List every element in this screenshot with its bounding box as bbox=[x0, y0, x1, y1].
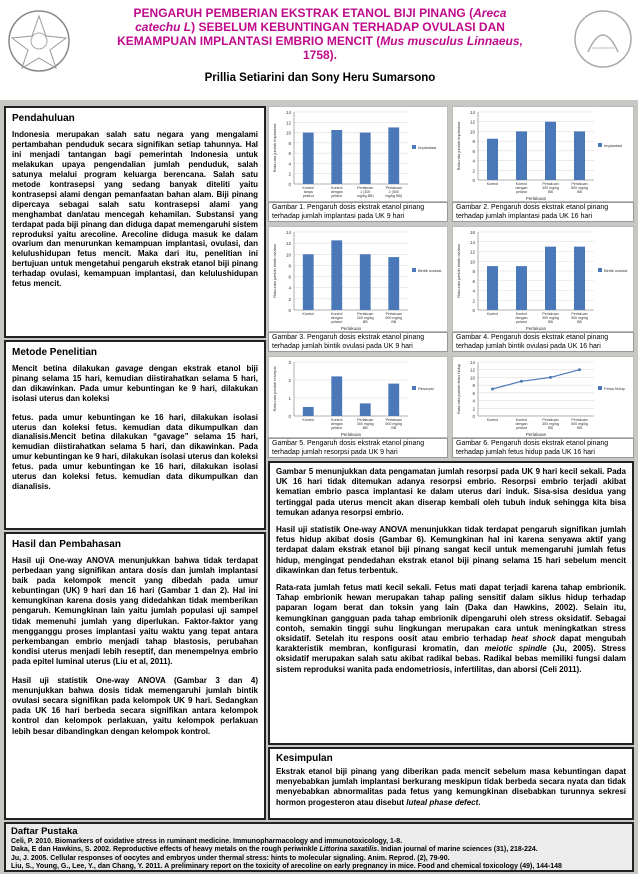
section-title: Metode Penelitian bbox=[12, 347, 98, 358]
y-tick-label: 12 bbox=[469, 249, 475, 255]
y-tick-label: 10 bbox=[285, 252, 291, 258]
x-tick-label: Kontrol dengan pelarut bbox=[330, 312, 343, 324]
section-pendahuluan bbox=[4, 106, 266, 338]
y-tick-label: 6 bbox=[288, 274, 291, 280]
figure-caption: Gambar 5. Pengaruh dosis ekstrak etanol pinang terhadap jumlah resorpsi pada UK 9 hari bbox=[268, 438, 448, 458]
y-axis-label: Rata-rata jumlah resorpsi bbox=[272, 366, 277, 412]
bar bbox=[388, 384, 399, 416]
y-tick-label: 10 bbox=[469, 375, 475, 381]
y-tick-label: 14 bbox=[469, 110, 475, 115]
university-logo-left bbox=[6, 8, 72, 74]
discussion-paragraph: Hasil uji statistik One-way ANOVA menunjukkan tidak terdapat pengaruh signifikan jumlah fetus hidup akibat dosis (Gambar 6). Kemungkinan hal ini karena senyawa aktif yang terdapat dalam ekstrak etanol biji pinang sangat kecil untuk memengaruhi jumlah fetus hidup, mengingat pendedahan ekstrak etanol biji pinang selama 15 hari sebelum mencit dikawinkan dan fetus terbentuk. bbox=[276, 525, 626, 575]
figure-2 bbox=[452, 106, 634, 202]
legend-label: Bintik ovulasi bbox=[418, 268, 442, 273]
x-tick-label: Perlakuan 300 mg/kg BB bbox=[542, 182, 559, 194]
y-tick-label: 12 bbox=[285, 120, 291, 126]
y-tick-label: 4 bbox=[288, 161, 291, 167]
y-tick-label: 0 bbox=[472, 178, 475, 183]
legend-label: Implantasi bbox=[604, 143, 623, 148]
y-tick-label: 6 bbox=[472, 390, 475, 396]
x-tick-label: Perlakuan 300 mg/kg BB bbox=[542, 418, 559, 430]
y-tick-label: 12 bbox=[469, 367, 475, 373]
chart-3 bbox=[268, 226, 448, 332]
bar bbox=[516, 266, 527, 310]
chart-2 bbox=[452, 106, 634, 202]
y-axis-label: Rata-rata jumlah bintik ovulasi bbox=[456, 244, 461, 298]
y-tick-label: 0 bbox=[472, 308, 475, 313]
bar bbox=[545, 247, 556, 310]
bar bbox=[487, 266, 498, 310]
section-title: Daftar Pustaka bbox=[11, 826, 78, 837]
conclusion-text: Ekstrak etanol biji pinang yang diberikan pada mencit sebelum masa kebuntingan dapat menyebabkan jumlah implantasi berkurang meskipun tidak berbeda secara nyata dan tidak menyebabkan abnormalitas pada fetus yang kemungkinan disebabkan turunnya sekresi hormon progesteron atau disebut luteal phase defect. bbox=[276, 767, 626, 807]
y-tick-label: 2 bbox=[288, 296, 291, 302]
y-tick-label: 2 bbox=[288, 171, 291, 177]
data-point bbox=[549, 376, 552, 379]
bar bbox=[303, 133, 314, 184]
x-tick-label: Perlakuan 500 mg/kg BB bbox=[571, 182, 588, 194]
x-axis-label: Perlakuan bbox=[340, 432, 362, 437]
figure-5 bbox=[268, 356, 448, 438]
y-tick-label: 1 bbox=[288, 396, 291, 401]
legend-label: Resorpsi bbox=[418, 386, 434, 391]
bar bbox=[360, 254, 371, 310]
legend-label: Implantasi bbox=[418, 145, 437, 150]
chart-1 bbox=[268, 106, 448, 202]
x-tick-label: Kontrol tanpa pelarut bbox=[302, 186, 314, 198]
y-tick-label: 4 bbox=[472, 288, 475, 294]
figure-caption: Gambar 6. Pengaruh dosis ekstrak etanol pinang terhadap jumlah fetus hidup pada UK 16 hari bbox=[452, 438, 634, 458]
y-tick-label: 16 bbox=[469, 230, 475, 235]
section-title: Kesimpulan bbox=[276, 753, 333, 764]
legend-label: Bintik ovulasi bbox=[604, 268, 628, 273]
y-tick-label: 8 bbox=[472, 269, 475, 274]
bar bbox=[545, 122, 556, 180]
chart-5 bbox=[268, 356, 448, 438]
x-tick-label: Kontrol dengan pelarut bbox=[330, 418, 343, 430]
y-tick-label: 14 bbox=[469, 239, 475, 245]
x-tick-label: Kontrol dengan pelarut bbox=[515, 418, 528, 430]
bar bbox=[388, 257, 399, 310]
section-pustaka bbox=[4, 822, 634, 872]
section-title: Pendahuluan bbox=[12, 113, 75, 124]
figure-caption: Gambar 4. Pengaruh dosis ekstrak etanol pinang terhadap jumlah bintik ovulasi pada UK 16 hari bbox=[452, 332, 634, 352]
y-tick-label: 6 bbox=[472, 278, 475, 284]
chart-6 bbox=[452, 356, 634, 438]
legend-swatch bbox=[412, 268, 416, 272]
y-tick-label: 2 bbox=[472, 168, 475, 174]
bar bbox=[303, 254, 314, 310]
x-tick-label: Perlakuan 2 (500 mg/kg BB) bbox=[385, 186, 403, 198]
bar bbox=[331, 240, 342, 310]
y-tick-label: 10 bbox=[469, 129, 475, 135]
x-tick-label: Kontrol dengan pelarut bbox=[330, 186, 343, 198]
x-axis-label: Perlakuan bbox=[340, 326, 362, 331]
x-tick-label: Perlakuan 500 mg/kg BB bbox=[571, 418, 588, 430]
x-tick-label: Perlakuan 500 mg/kg BB bbox=[385, 418, 403, 430]
y-tick-label: 10 bbox=[285, 130, 291, 136]
poster-header bbox=[0, 0, 638, 100]
y-tick-label: 4 bbox=[472, 398, 475, 404]
x-tick-label: Perlakuan 300 mg/kg BB bbox=[356, 418, 374, 430]
section-text: Mencit betina dilakukan gavage dengan ekstrak etanol biji pinang selama 15 hari, kemudian diistirahatkan selama 5 hari, dan dikawinkan. Pada umur kebuntingan ke 9 hari, dilakukan isolasi uterus dan koleksi bbox=[12, 364, 258, 403]
y-tick-label: 14 bbox=[469, 360, 475, 365]
y-tick-label: 12 bbox=[285, 241, 291, 247]
x-tick-label: Kontrol dengan pelarut bbox=[515, 182, 528, 194]
figure-caption: Gambar 2. Pengaruh dosis ekstrak etanol pinang terhadap jumlah implantasi pada UK 16 hari bbox=[452, 202, 634, 222]
section-text: Indonesia merupakan salah satu negara yang mengalami pertambahan penduduk secara signifikan setiap tahunnya. Hal ini menjadi tantangan bagi pemerintah Indonesia untuk melakukan upaya pengendalian jumlah penduduk, salah satunya melalui program keluarga berencana. Salah satu metode kontrasepsi yang sedang banyak diteliti yaitu kontrasepsi alami dengan pemanfaatan bahan alam. Biji pinang dipercaya sebagai salah satu kontrasepsi alami yang menghambat dan/atau mencegah kehamilan. Substansi yang terdapat pada biji pinang dan diduga dapat memengaruhi sistem reproduksi yaitu arecoline. Arecoline diduga masuk ke dalam ovarium dan menurunkan kemampuan implantasi, ovulasi, dan kelulushidupan fetus mencit. Maka dari itu, penelitian ini bertujuan untuk mengetahui pengaruh ekstrak etanol biji pinang terhadap ovulasi, kemampuan implantasi, dan kelulushidupan fetus mencit. bbox=[12, 130, 258, 289]
x-tick-label: Kontrol bbox=[302, 312, 314, 316]
section-kesimpulan bbox=[268, 747, 634, 820]
bar bbox=[331, 130, 342, 184]
x-axis-label: Perlakuan bbox=[525, 196, 547, 201]
data-point bbox=[520, 380, 523, 383]
bar bbox=[574, 131, 585, 180]
reference-item: Liu, S., Young, G., Lee, Y., dan Chang, Y. 2011. A preliminary report on the toxicity of arecoline on early pregnancy in mice. Food and chemical toxicology (49), 144-148 bbox=[11, 862, 562, 870]
y-tick-label: 14 bbox=[285, 110, 291, 115]
y-tick-label: 12 bbox=[469, 119, 475, 125]
section-text: Hasil uji One-way ANOVA menunjukkan bahwa tidak terdapat perbedaan yang signifikan antara dosis dan jumlah implantasi baik pada kelompok mencit yang dibedah pada umur kebuntingan (UK) 9 hari dan 16 hari (Gambar 1 dan 2). Hal ini kemungkinan karena dosis yang didedahkan tidak memberikan pengaruh. Kemungkinan lain yaitu jumlah populasi uji sampel tidak memenuhi jumlah yang diperlukan. Faktor-faktor yang mengganggu proses implantasi yaitu waktu yang tepat antara perkembangan embrio menjadi tahap blastosis, perubahan kondisi uterus menjadi lebih reseptif, dan menempelnya embrio pada epitel luminal uterus (Liu et al, 2011). bbox=[12, 556, 258, 666]
y-tick-label: 0 bbox=[472, 414, 475, 419]
x-tick-label: Kontrol bbox=[486, 418, 499, 422]
legend-swatch bbox=[598, 386, 602, 390]
figure-caption: Gambar 1. Pengaruh dosis ekstrak etanol pinang terhadap jumlah implantasi pada UK 9 hari bbox=[268, 202, 448, 222]
legend-swatch bbox=[412, 386, 416, 390]
bar bbox=[360, 133, 371, 184]
x-axis-label: Perlakuan bbox=[525, 326, 547, 331]
x-tick-label: Kontrol bbox=[486, 182, 499, 186]
reference-item: Celi, P. 2010. Biomarkers of oxidative stress in ruminant medicine. Immunopharmacology and immunotoxicology, 1-8. bbox=[11, 838, 403, 845]
y-tick-label: 10 bbox=[469, 259, 475, 265]
data-point bbox=[491, 388, 494, 391]
legend-swatch bbox=[598, 143, 602, 147]
figure-caption: Gambar 3. Pengaruh dosis ekstrak etanol pinang terhadap jumlah bintik ovulasi pada UK 9 hari bbox=[268, 332, 448, 352]
program-logo-right bbox=[572, 8, 634, 70]
y-tick-label: 8 bbox=[288, 140, 291, 146]
x-tick-label: Perlakuan 1 (300 mg/kg BB) bbox=[356, 186, 374, 198]
y-tick-label: 2 bbox=[288, 378, 291, 383]
x-tick-label: Kontrol dengan pelarut bbox=[515, 312, 528, 324]
y-tick-label: 0 bbox=[288, 182, 291, 187]
reference-item: Daka, E dan Hawkins, S. 2002. Reproductive effects of heavy metals on the rough periwinkle Littorina saxatilis. Indian journal of marine sciences (31), 218-224. bbox=[11, 846, 538, 854]
y-axis-label: Rata-rata jumlah bintik ovulasi bbox=[272, 244, 277, 298]
legend-label: Fetus hidup bbox=[604, 386, 625, 391]
figure-4 bbox=[452, 226, 634, 332]
figure-3 bbox=[268, 226, 448, 332]
bar bbox=[574, 247, 585, 310]
y-tick-label: 14 bbox=[285, 230, 291, 235]
y-tick-label: 0 bbox=[288, 308, 291, 313]
figure-1 bbox=[268, 106, 448, 202]
y-tick-label: 8 bbox=[472, 383, 475, 389]
bar bbox=[516, 131, 527, 180]
x-tick-label: Kontrol bbox=[486, 312, 499, 316]
y-tick-label: 8 bbox=[472, 139, 475, 145]
y-axis-label: Rata-rata jumlah implantasi bbox=[272, 123, 277, 173]
bar bbox=[303, 407, 314, 416]
y-tick-label: 3 bbox=[288, 360, 291, 365]
figure-6 bbox=[452, 356, 634, 438]
x-tick-label: Perlakuan 500 mg/kg BB bbox=[571, 312, 588, 324]
x-tick-label: Perlakuan 500 mg/kg BB bbox=[385, 312, 403, 324]
y-tick-label: 8 bbox=[288, 263, 291, 269]
discussion-paragraph: Gambar 5 menunjukkan data pengamatan jumlah resorpsi pada UK 9 hari kecil sekali. Pada UK 16 hari tidak ditemukan adanya resorpsi embrio. Resorpsi embrio terjadi akibat kematian embrio pasca implantasi ke dalam uterus dari induk. Sisa-sisa desidua yang tertinggal pada uterus mencit akan diserap kembali oleh tubuh induk sehingga kita bisa temukan adanya resorpsi embrio. bbox=[276, 467, 626, 517]
x-axis-label: Perlakuan bbox=[525, 432, 547, 437]
y-tick-label: 2 bbox=[472, 298, 475, 304]
x-tick-label: Kontrol bbox=[302, 418, 314, 422]
section-text: fetus. pada umur kebuntingan ke 16 hari, dilakukan isolasi uterus dan koleksi fetus. kemudian data dikumpulkan dan dianalisis.Mencit betina dilakukan “gavage” selama 15 hari, kemudian diistirahatkan selama 5 hari, dan dikawinkan. Pada umur kebuntingan ke 9 hari, dilakukan isolasi uterus dan koleksi fetus. pada umur kebuntingan ke 16 hari, dilakukan isolasi uterus dan koleksi fetus. kemudian data dikumpulkan dan dianalisis. bbox=[12, 412, 258, 491]
y-tick-label: 2 bbox=[472, 406, 475, 412]
x-tick-label: Perlakuan 300 mg/kg BB bbox=[356, 312, 374, 324]
y-axis-label: Rata-rata jumlah implantasi bbox=[456, 121, 461, 171]
legend-swatch bbox=[412, 145, 416, 149]
section-text: Hasil uji statistik One-way ANOVA (Gambar 3 dan 4) menunjukkan bahwa dosis tidak memengaruhi jumlah bintik ovulasi secara signifikan pada kelompok UK 9 hari. Sedangkan pada UK 16 hari berbeda secara signifikan antara kelompok kontrol dan kelompok perlakuan, yaitu kelompok perlakuan lebih besar dibandingkan dengan kelompok kontrol. bbox=[12, 676, 258, 736]
y-tick-label: 0 bbox=[288, 414, 291, 419]
section-title: Hasil dan Pembahasan bbox=[12, 539, 121, 550]
y-tick-label: 6 bbox=[288, 151, 291, 157]
bar bbox=[487, 139, 498, 180]
reference-item: Ju, J. 2005. Cellular responses of oocytes and embryos under thermal stress: hints to molecular signaling. Anim. Reprod. (2), 79-90. bbox=[11, 854, 450, 862]
poster-authors: Prillia Setiarini dan Sony Heru Sumarsono bbox=[204, 72, 436, 84]
data-point bbox=[578, 368, 581, 371]
section-hasil bbox=[4, 532, 266, 820]
y-tick-label: 4 bbox=[288, 285, 291, 291]
y-tick-label: 6 bbox=[472, 148, 475, 154]
y-axis-label: Rata-rata jumlah fetus hidup bbox=[456, 363, 461, 415]
bar bbox=[388, 127, 399, 184]
x-tick-label: Perlakuan 300 mg/kg BB bbox=[542, 312, 559, 324]
poster-title: PENGARUH PEMBERIAN EKSTRAK ETANOL BIJI PINANG (Areca catechu L) SEBELUM KEBUNTINGAN TERHADAP OVULASI DAN KEMAMPUAN IMPLANTASI EMBRIO MENCIT (Mus musculus Linnaeus, 1758). bbox=[117, 6, 523, 62]
bar bbox=[360, 403, 371, 416]
legend-swatch bbox=[598, 268, 602, 272]
section-metode bbox=[4, 340, 266, 530]
section-discussion bbox=[268, 461, 634, 745]
bar bbox=[331, 376, 342, 416]
y-tick-label: 4 bbox=[472, 158, 475, 164]
chart-4 bbox=[452, 226, 634, 332]
discussion-paragraph: Rata-rata jumlah fetus mati kecil sekali. Fetus mati dapat terjadi karena tahap embrionik. Tahap embrionik hewan merupakan tahap paling sensitif dalam siklus hidup terhadap paparan logam berat dan toksin yang lain (Daka dan Hawkins, 2002). Selain itu, kemungkinan gangguan pada tahap embrionik dipengaruhi oleh stress oksidatif. Sebagai contoh, semakin tinggi suhu lingkungan merupakan cara untuk meningkatkan stress oksidatif. Setelah itu respons oosit atau embrio terhadap heat shock dapat mengubah karakteristik membran, konfigurasi kromatin, dan meiotic spindle (Ju, 2005). Stress oksidatif merupakan salah satu akibat radikal bebas. Radikal bebas memiliki fungsi dalam sistem reproduksi wanita pada endometriosis, infertilitas, dan aborsi (Celi 2011). bbox=[276, 583, 627, 674]
